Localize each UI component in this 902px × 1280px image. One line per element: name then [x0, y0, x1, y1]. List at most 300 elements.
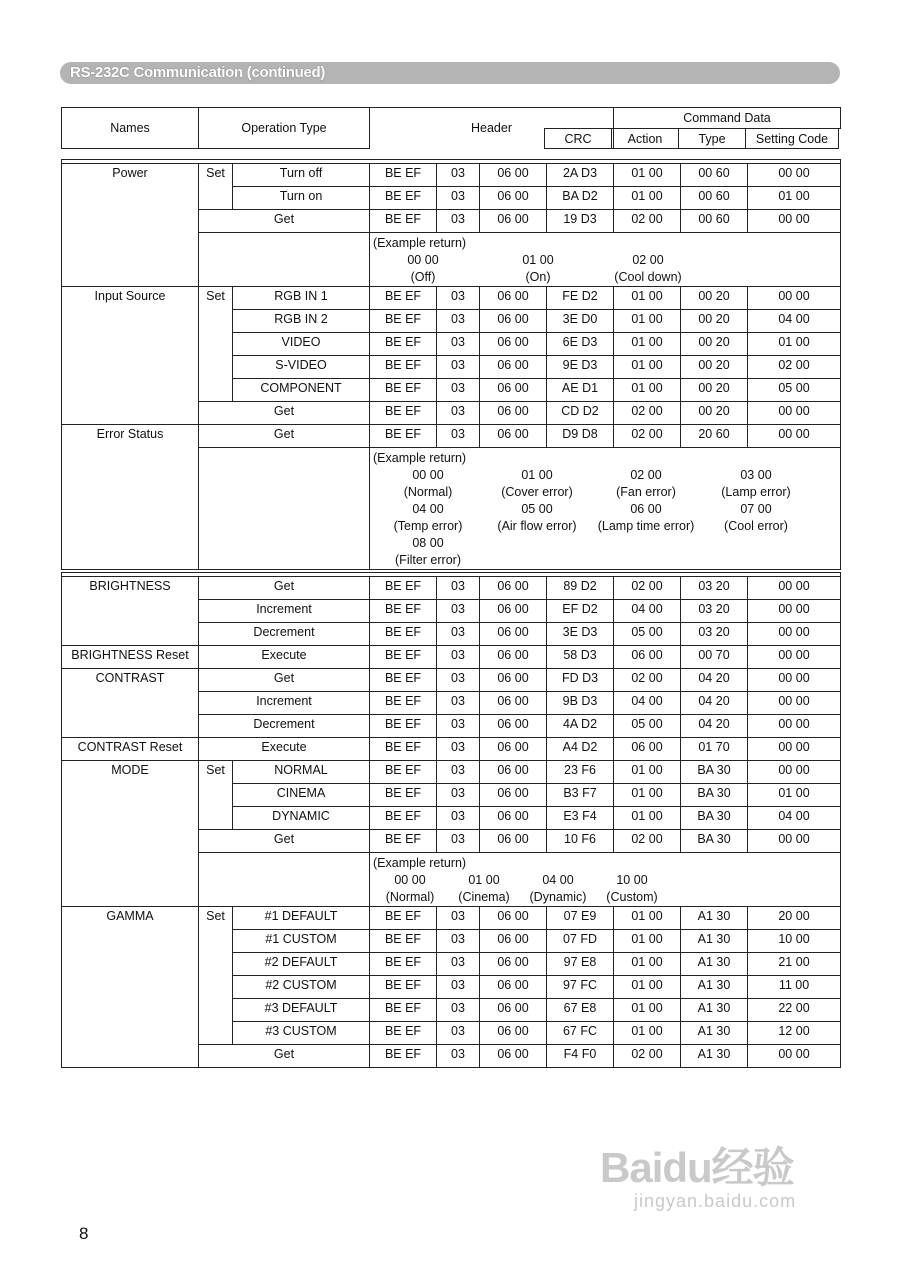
type: BA 30: [681, 761, 748, 784]
header-byte-1: BE EF: [370, 646, 437, 669]
header-byte-3: 06 00: [480, 930, 547, 953]
header-byte-2: 03: [437, 1045, 480, 1068]
header-byte-1: BE EF: [370, 333, 437, 356]
table-row: [62, 907, 841, 930]
operation: Increment: [199, 600, 370, 623]
example-labels: [373, 518, 839, 535]
type: 03 20: [681, 577, 748, 600]
action: 01 00: [614, 333, 681, 356]
operation: Turn on: [233, 187, 370, 210]
header-byte-1: BE EF: [370, 623, 437, 646]
action: 02 00: [614, 425, 681, 448]
table-row: [62, 164, 841, 187]
header-byte-3: 06 00: [480, 1045, 547, 1068]
operation: Get: [199, 669, 370, 692]
operation: #2 DEFAULT: [233, 953, 370, 976]
type: BA 30: [681, 784, 748, 807]
example-code: 04 00: [542, 873, 574, 887]
example-codes: [373, 535, 839, 552]
table-row: [62, 287, 841, 310]
header-byte-1: BE EF: [370, 356, 437, 379]
header-names: Names: [62, 108, 199, 149]
header-byte-2: 03: [437, 715, 480, 738]
crc: B3 F7: [547, 784, 614, 807]
crc: 9B D3: [547, 692, 614, 715]
action: 01 00: [614, 356, 681, 379]
setting-code: 00 00: [748, 761, 841, 784]
header-byte-2: 03: [437, 623, 480, 646]
header-byte-2: 03: [437, 425, 480, 448]
operation: Get: [199, 1045, 370, 1068]
header-action: Action: [612, 129, 679, 149]
action: 04 00: [614, 692, 681, 715]
header-byte-3: 06 00: [480, 425, 547, 448]
crc: 58 D3: [547, 646, 614, 669]
type: 03 20: [681, 600, 748, 623]
header-byte-3: 06 00: [480, 999, 547, 1022]
operation: Get: [199, 402, 370, 425]
header-byte-1: BE EF: [370, 830, 437, 853]
header-byte-1: BE EF: [370, 1045, 437, 1068]
operation: #2 CUSTOM: [233, 976, 370, 999]
header-byte-3: 06 00: [480, 692, 547, 715]
header-byte-2: 03: [437, 976, 480, 999]
row-name-brightness-reset: BRIGHTNESS Reset: [62, 646, 199, 669]
example-code: 00 00: [407, 253, 439, 267]
example-label: (Example return): [373, 451, 467, 465]
setting-code: 00 00: [748, 692, 841, 715]
action: 01 00: [614, 379, 681, 402]
example-code: 08 00: [412, 536, 444, 550]
crc: 3E D0: [547, 310, 614, 333]
header-type: Type: [679, 129, 746, 149]
header-byte-2: 03: [437, 287, 480, 310]
crc: FE D2: [547, 287, 614, 310]
header-byte-2: 03: [437, 669, 480, 692]
action: 01 00: [614, 287, 681, 310]
header-byte-2: 03: [437, 784, 480, 807]
setting-code: 00 00: [748, 738, 841, 761]
example-codes: [373, 252, 839, 269]
header-byte-2: 03: [437, 692, 480, 715]
operation: Execute: [199, 646, 370, 669]
setting-code: 01 00: [748, 333, 841, 356]
example-meaning: (On): [525, 270, 551, 284]
watermark-logo: Baidu经验: [600, 1144, 794, 1191]
type: 04 20: [681, 692, 748, 715]
crc: FD D3: [547, 669, 614, 692]
action: 02 00: [614, 669, 681, 692]
header-byte-2: 03: [437, 164, 480, 187]
example-code: 10 00: [616, 873, 648, 887]
row-name-mode: MODE: [62, 761, 199, 907]
header-crc: CRC: [545, 129, 612, 149]
example-code: 02 00: [630, 468, 662, 482]
example-return-power: [370, 233, 841, 287]
example-codes: [373, 467, 839, 484]
action: 02 00: [614, 210, 681, 233]
setting-code: 04 00: [748, 807, 841, 830]
setting-code: 00 00: [748, 577, 841, 600]
header-operation-type: Operation Type: [199, 108, 370, 149]
header-byte-1: BE EF: [370, 761, 437, 784]
operation: CINEMA: [233, 784, 370, 807]
header-byte-1: BE EF: [370, 379, 437, 402]
header-byte-1: BE EF: [370, 784, 437, 807]
type: 00 60: [681, 210, 748, 233]
operation: #1 CUSTOM: [233, 930, 370, 953]
type: 00 20: [681, 402, 748, 425]
example-labels: [373, 552, 839, 569]
crc: EF D2: [547, 600, 614, 623]
type: 00 60: [681, 164, 748, 187]
header-byte-2: 03: [437, 333, 480, 356]
operation: Execute: [199, 738, 370, 761]
example-labels: [373, 889, 839, 906]
header-byte-2: 03: [437, 738, 480, 761]
header-byte-1: BE EF: [370, 600, 437, 623]
header-byte-2: 03: [437, 577, 480, 600]
header-byte-3: 06 00: [480, 761, 547, 784]
setting-code: 00 00: [748, 600, 841, 623]
type: A1 30: [681, 953, 748, 976]
example-label: (Example return): [373, 856, 467, 870]
example-meaning: (Normal): [385, 890, 435, 904]
operation: Increment: [199, 692, 370, 715]
type: 00 20: [681, 379, 748, 402]
table-row: [62, 669, 841, 692]
table-row: [62, 738, 841, 761]
header-byte-2: 03: [437, 210, 480, 233]
example-return-mode: [370, 853, 841, 907]
row-name-contrast: CONTRAST: [62, 669, 199, 738]
crc: 6E D3: [547, 333, 614, 356]
setting-code: 00 00: [748, 623, 841, 646]
operation: #3 CUSTOM: [233, 1022, 370, 1045]
section-title: RS-232C Communication (continued): [70, 64, 326, 81]
action: 01 00: [614, 310, 681, 333]
action: 05 00: [614, 623, 681, 646]
header-byte-3: 06 00: [480, 646, 547, 669]
row-name-input-source: Input Source: [62, 287, 199, 425]
setting-code: 00 00: [748, 402, 841, 425]
setting-code: 22 00: [748, 999, 841, 1022]
action: 01 00: [614, 164, 681, 187]
crc: 4A D2: [547, 715, 614, 738]
example-code: 02 00: [632, 253, 664, 267]
example-code: 00 00: [394, 873, 426, 887]
type: A1 30: [681, 976, 748, 999]
header-byte-2: 03: [437, 761, 480, 784]
type: 00 20: [681, 333, 748, 356]
blank-cell: [199, 853, 370, 907]
type: 00 70: [681, 646, 748, 669]
setting-code: 02 00: [748, 356, 841, 379]
example-codes: [373, 501, 839, 518]
header-byte-3: 06 00: [480, 402, 547, 425]
header-byte-2: 03: [437, 830, 480, 853]
operation: Decrement: [199, 715, 370, 738]
example-label: (Example return): [373, 236, 467, 250]
action: 04 00: [614, 600, 681, 623]
example-meaning: (Cool down): [614, 270, 682, 284]
crc: 23 F6: [547, 761, 614, 784]
example-meaning: (Custom): [606, 890, 658, 904]
table-row: [62, 425, 841, 448]
action: 01 00: [614, 976, 681, 999]
header-byte-1: BE EF: [370, 953, 437, 976]
example-meaning: (Cinema): [458, 890, 510, 904]
header-byte-2: 03: [437, 356, 480, 379]
example-labels: [373, 484, 839, 501]
action: 06 00: [614, 646, 681, 669]
example-code: 04 00: [412, 502, 444, 516]
blank-cell: [199, 448, 370, 570]
crc: 07 FD: [547, 930, 614, 953]
header-byte-3: 06 00: [480, 784, 547, 807]
operation: #3 DEFAULT: [233, 999, 370, 1022]
command-table-a: [61, 159, 841, 570]
header-byte-1: BE EF: [370, 976, 437, 999]
crc: A4 D2: [547, 738, 614, 761]
setting-code: 00 00: [748, 287, 841, 310]
header-byte-2: 03: [437, 600, 480, 623]
type: A1 30: [681, 999, 748, 1022]
header-byte-3: 06 00: [480, 830, 547, 853]
header-byte-3: 06 00: [480, 907, 547, 930]
operation: Get: [199, 425, 370, 448]
operation: NORMAL: [233, 761, 370, 784]
header-byte-3: 06 00: [480, 356, 547, 379]
header-byte-3: 06 00: [480, 715, 547, 738]
crc: 67 FC: [547, 1022, 614, 1045]
action: 01 00: [614, 784, 681, 807]
crc: 89 D2: [547, 577, 614, 600]
example-meaning: (Fan error): [616, 485, 676, 499]
header-byte-2: 03: [437, 807, 480, 830]
header-byte-2: 03: [437, 379, 480, 402]
setting-code: 11 00: [748, 976, 841, 999]
header-byte-3: 06 00: [480, 953, 547, 976]
row-name-error-status: Error Status: [62, 425, 199, 570]
header-byte-3: 06 00: [480, 577, 547, 600]
type: 04 20: [681, 669, 748, 692]
header-byte-1: BE EF: [370, 577, 437, 600]
header-byte-3: 06 00: [480, 333, 547, 356]
crc: BA D2: [547, 187, 614, 210]
set-label: Set: [199, 907, 233, 1045]
header-byte-3: 06 00: [480, 976, 547, 999]
example-code: 00 00: [412, 468, 444, 482]
operation: #1 DEFAULT: [233, 907, 370, 930]
setting-code: 00 00: [748, 669, 841, 692]
operation: Decrement: [199, 623, 370, 646]
header-setting-code: Setting Code: [746, 129, 839, 149]
header-byte-3: 06 00: [480, 379, 547, 402]
header-byte-3: 06 00: [480, 600, 547, 623]
header-byte-2: 03: [437, 310, 480, 333]
header-command-data: Command Data: [614, 108, 841, 129]
row-name-contrast-reset: CONTRAST Reset: [62, 738, 199, 761]
operation: S-VIDEO: [233, 356, 370, 379]
header-byte-1: BE EF: [370, 715, 437, 738]
header-byte-1: BE EF: [370, 310, 437, 333]
header-byte-1: BE EF: [370, 402, 437, 425]
example-meaning: (Lamp error): [721, 485, 791, 499]
operation: VIDEO: [233, 333, 370, 356]
table-row: [62, 761, 841, 784]
action: 01 00: [614, 930, 681, 953]
header-byte-1: BE EF: [370, 425, 437, 448]
example-code: 07 00: [740, 502, 772, 516]
crc: 97 E8: [547, 953, 614, 976]
example-codes: [373, 872, 839, 889]
action: 01 00: [614, 761, 681, 784]
table-row: [62, 646, 841, 669]
action: 02 00: [614, 577, 681, 600]
header-byte-1: BE EF: [370, 692, 437, 715]
type: A1 30: [681, 1022, 748, 1045]
set-label: Set: [199, 287, 233, 402]
action: 06 00: [614, 738, 681, 761]
crc: 2A D3: [547, 164, 614, 187]
header-byte-3: 06 00: [480, 807, 547, 830]
crc: 07 E9: [547, 907, 614, 930]
header-byte-1: BE EF: [370, 187, 437, 210]
type: 03 20: [681, 623, 748, 646]
row-name-power: Power: [62, 164, 199, 287]
action: 01 00: [614, 187, 681, 210]
crc: CD D2: [547, 402, 614, 425]
example-code: 01 00: [522, 253, 554, 267]
action: 01 00: [614, 1022, 681, 1045]
page-number: 8: [79, 1224, 89, 1243]
watermark-url: jingyan.baidu.com: [634, 1191, 797, 1211]
header-byte-1: BE EF: [370, 738, 437, 761]
example-code: 01 00: [521, 468, 553, 482]
type: 01 70: [681, 738, 748, 761]
type: 00 20: [681, 310, 748, 333]
header-byte-1: BE EF: [370, 669, 437, 692]
setting-code: 00 00: [748, 210, 841, 233]
set-label: Set: [199, 761, 233, 830]
example-code: 03 00: [740, 468, 772, 482]
header-byte-3: 06 00: [480, 310, 547, 333]
type: A1 30: [681, 1045, 748, 1068]
header-header: Header: [370, 108, 614, 149]
header-byte-1: BE EF: [370, 999, 437, 1022]
header-byte-1: BE EF: [370, 164, 437, 187]
header-byte-3: 06 00: [480, 164, 547, 187]
setting-code: 21 00: [748, 953, 841, 976]
header-byte-2: 03: [437, 930, 480, 953]
setting-code: 01 00: [748, 784, 841, 807]
setting-code: 00 00: [748, 646, 841, 669]
type: A1 30: [681, 907, 748, 930]
example-meaning: (Air flow error): [497, 519, 577, 533]
setting-code: 01 00: [748, 187, 841, 210]
header-byte-1: BE EF: [370, 930, 437, 953]
crc: D9 D8: [547, 425, 614, 448]
action: 05 00: [614, 715, 681, 738]
type: 04 20: [681, 715, 748, 738]
operation: Get: [199, 577, 370, 600]
setting-code: 20 00: [748, 907, 841, 930]
example-meaning: (Cool error): [724, 519, 788, 533]
action: 02 00: [614, 402, 681, 425]
operation: COMPONENT: [233, 379, 370, 402]
operation: RGB IN 1: [233, 287, 370, 310]
crc: 3E D3: [547, 623, 614, 646]
operation: Turn off: [233, 164, 370, 187]
example-meaning: (Temp error): [393, 519, 463, 533]
header-byte-3: 06 00: [480, 738, 547, 761]
header-byte-3: 06 00: [480, 669, 547, 692]
setting-code: 05 00: [748, 379, 841, 402]
header-byte-2: 03: [437, 907, 480, 930]
setting-code: 04 00: [748, 310, 841, 333]
header-byte-2: 03: [437, 999, 480, 1022]
setting-code: 00 00: [748, 1045, 841, 1068]
type: BA 30: [681, 807, 748, 830]
action: 01 00: [614, 807, 681, 830]
operation: RGB IN 2: [233, 310, 370, 333]
crc: 67 E8: [547, 999, 614, 1022]
type: 00 60: [681, 187, 748, 210]
header-byte-3: 06 00: [480, 187, 547, 210]
setting-code: 12 00: [748, 1022, 841, 1045]
set-label: Set: [199, 164, 233, 210]
baidu-watermark: [600, 1135, 796, 1212]
header-byte-3: 06 00: [480, 287, 547, 310]
command-table-b: [61, 572, 841, 1068]
crc: E3 F4: [547, 807, 614, 830]
example-labels: [373, 269, 839, 286]
type: 00 20: [681, 287, 748, 310]
header-byte-3: 06 00: [480, 210, 547, 233]
example-code: 01 00: [468, 873, 500, 887]
example-meaning: (Dynamic): [529, 890, 587, 904]
action: 02 00: [614, 830, 681, 853]
blank-cell: [199, 233, 370, 287]
row-name-gamma: GAMMA: [62, 907, 199, 1068]
setting-code: 00 00: [748, 830, 841, 853]
header-byte-1: BE EF: [370, 210, 437, 233]
setting-code: 10 00: [748, 930, 841, 953]
action: 01 00: [614, 953, 681, 976]
example-return-error-status: [370, 448, 841, 570]
header-byte-1: BE EF: [370, 287, 437, 310]
crc: 19 D3: [547, 210, 614, 233]
crc: 10 F6: [547, 830, 614, 853]
setting-code: 00 00: [748, 715, 841, 738]
header-byte-3: 06 00: [480, 623, 547, 646]
crc: AE D1: [547, 379, 614, 402]
setting-code: 00 00: [748, 425, 841, 448]
example-meaning: (Cover error): [501, 485, 573, 499]
operation: DYNAMIC: [233, 807, 370, 830]
crc: F4 F0: [547, 1045, 614, 1068]
example-meaning: (Normal): [403, 485, 453, 499]
header-byte-2: 03: [437, 1022, 480, 1045]
action: 01 00: [614, 999, 681, 1022]
crc: 9E D3: [547, 356, 614, 379]
example-meaning: (Filter error): [395, 553, 461, 567]
header-byte-1: BE EF: [370, 1022, 437, 1045]
row-name-brightness: BRIGHTNESS: [62, 577, 199, 646]
operation: Get: [199, 830, 370, 853]
header-byte-2: 03: [437, 402, 480, 425]
